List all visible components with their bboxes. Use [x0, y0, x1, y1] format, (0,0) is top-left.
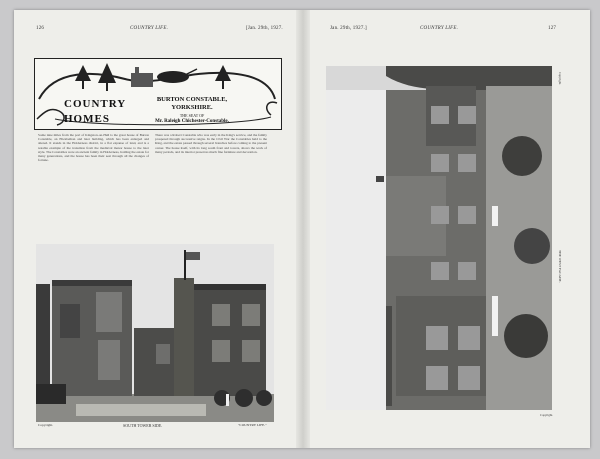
page-number-left: 126: [36, 26, 45, 31]
photo-credit-bottom: Copyright.: [540, 413, 553, 417]
body-column-1: Some nine miles from the port of Kingston-on-Hull is the great house of Burton Constable, an Elizabethan and later building, which has been enlarged and altered. It stands in the Holderness district, in a flat expanse of land, and is a notable example of the transition from the medieval manor house to the later style. The Constables were an ancient family in Holderness, holding the estate for many generations, and the house has been their seat through all the changes of fortune.: [38, 133, 149, 163]
south-tower-photo: [36, 244, 274, 422]
photo-credit-right: "COUNTRY LIFE.": [238, 423, 267, 427]
running-head-left: COUNTRY LIFE.: [130, 26, 169, 31]
photo-credit-vertical: Copyright.: [558, 72, 562, 85]
article-title-line1: BURTON CONSTABLE,: [156, 96, 228, 103]
house-south-tower-image: [36, 244, 274, 422]
owner-name: Mr. Raleigh Chichester-Constable.: [155, 119, 229, 124]
running-head-right: COUNTRY LIFE.: [420, 26, 459, 31]
date-left: [Jan. 29th, 1927.: [246, 26, 283, 31]
section-title-country: COUNTRY: [64, 98, 127, 110]
article-title: [137, 96, 247, 111]
page-number-right: 127: [548, 26, 557, 31]
body-column-2: There was a Robert Constable who was early in the King's service, and the family prospered through successive reigns. In the Civil War the Constables held to the King, and the estate passed through several branches before coming to the present owner. The house itself, with its long south front and towers, shows the work of many periods, and its interior preserves much fine furniture and decoration.: [155, 133, 267, 154]
photo-caption-south-tower: SOUTH TOWER SIDE.: [123, 423, 163, 428]
date-right: Jan. 29th, 1927.]: [330, 26, 367, 31]
photo-caption-west-facade: THE WEST FACADE.: [558, 250, 562, 283]
seat-line: THE SEAT OF: [179, 113, 205, 118]
page-gutter: [296, 10, 310, 448]
article-title-line2: YORKSHIRE.: [171, 103, 213, 111]
house-west-facade-image: [326, 66, 552, 410]
west-facade-photo: [326, 66, 552, 410]
photo-credit-left: Copyright.: [38, 423, 54, 427]
section-title-homes: HOMES: [64, 113, 110, 125]
